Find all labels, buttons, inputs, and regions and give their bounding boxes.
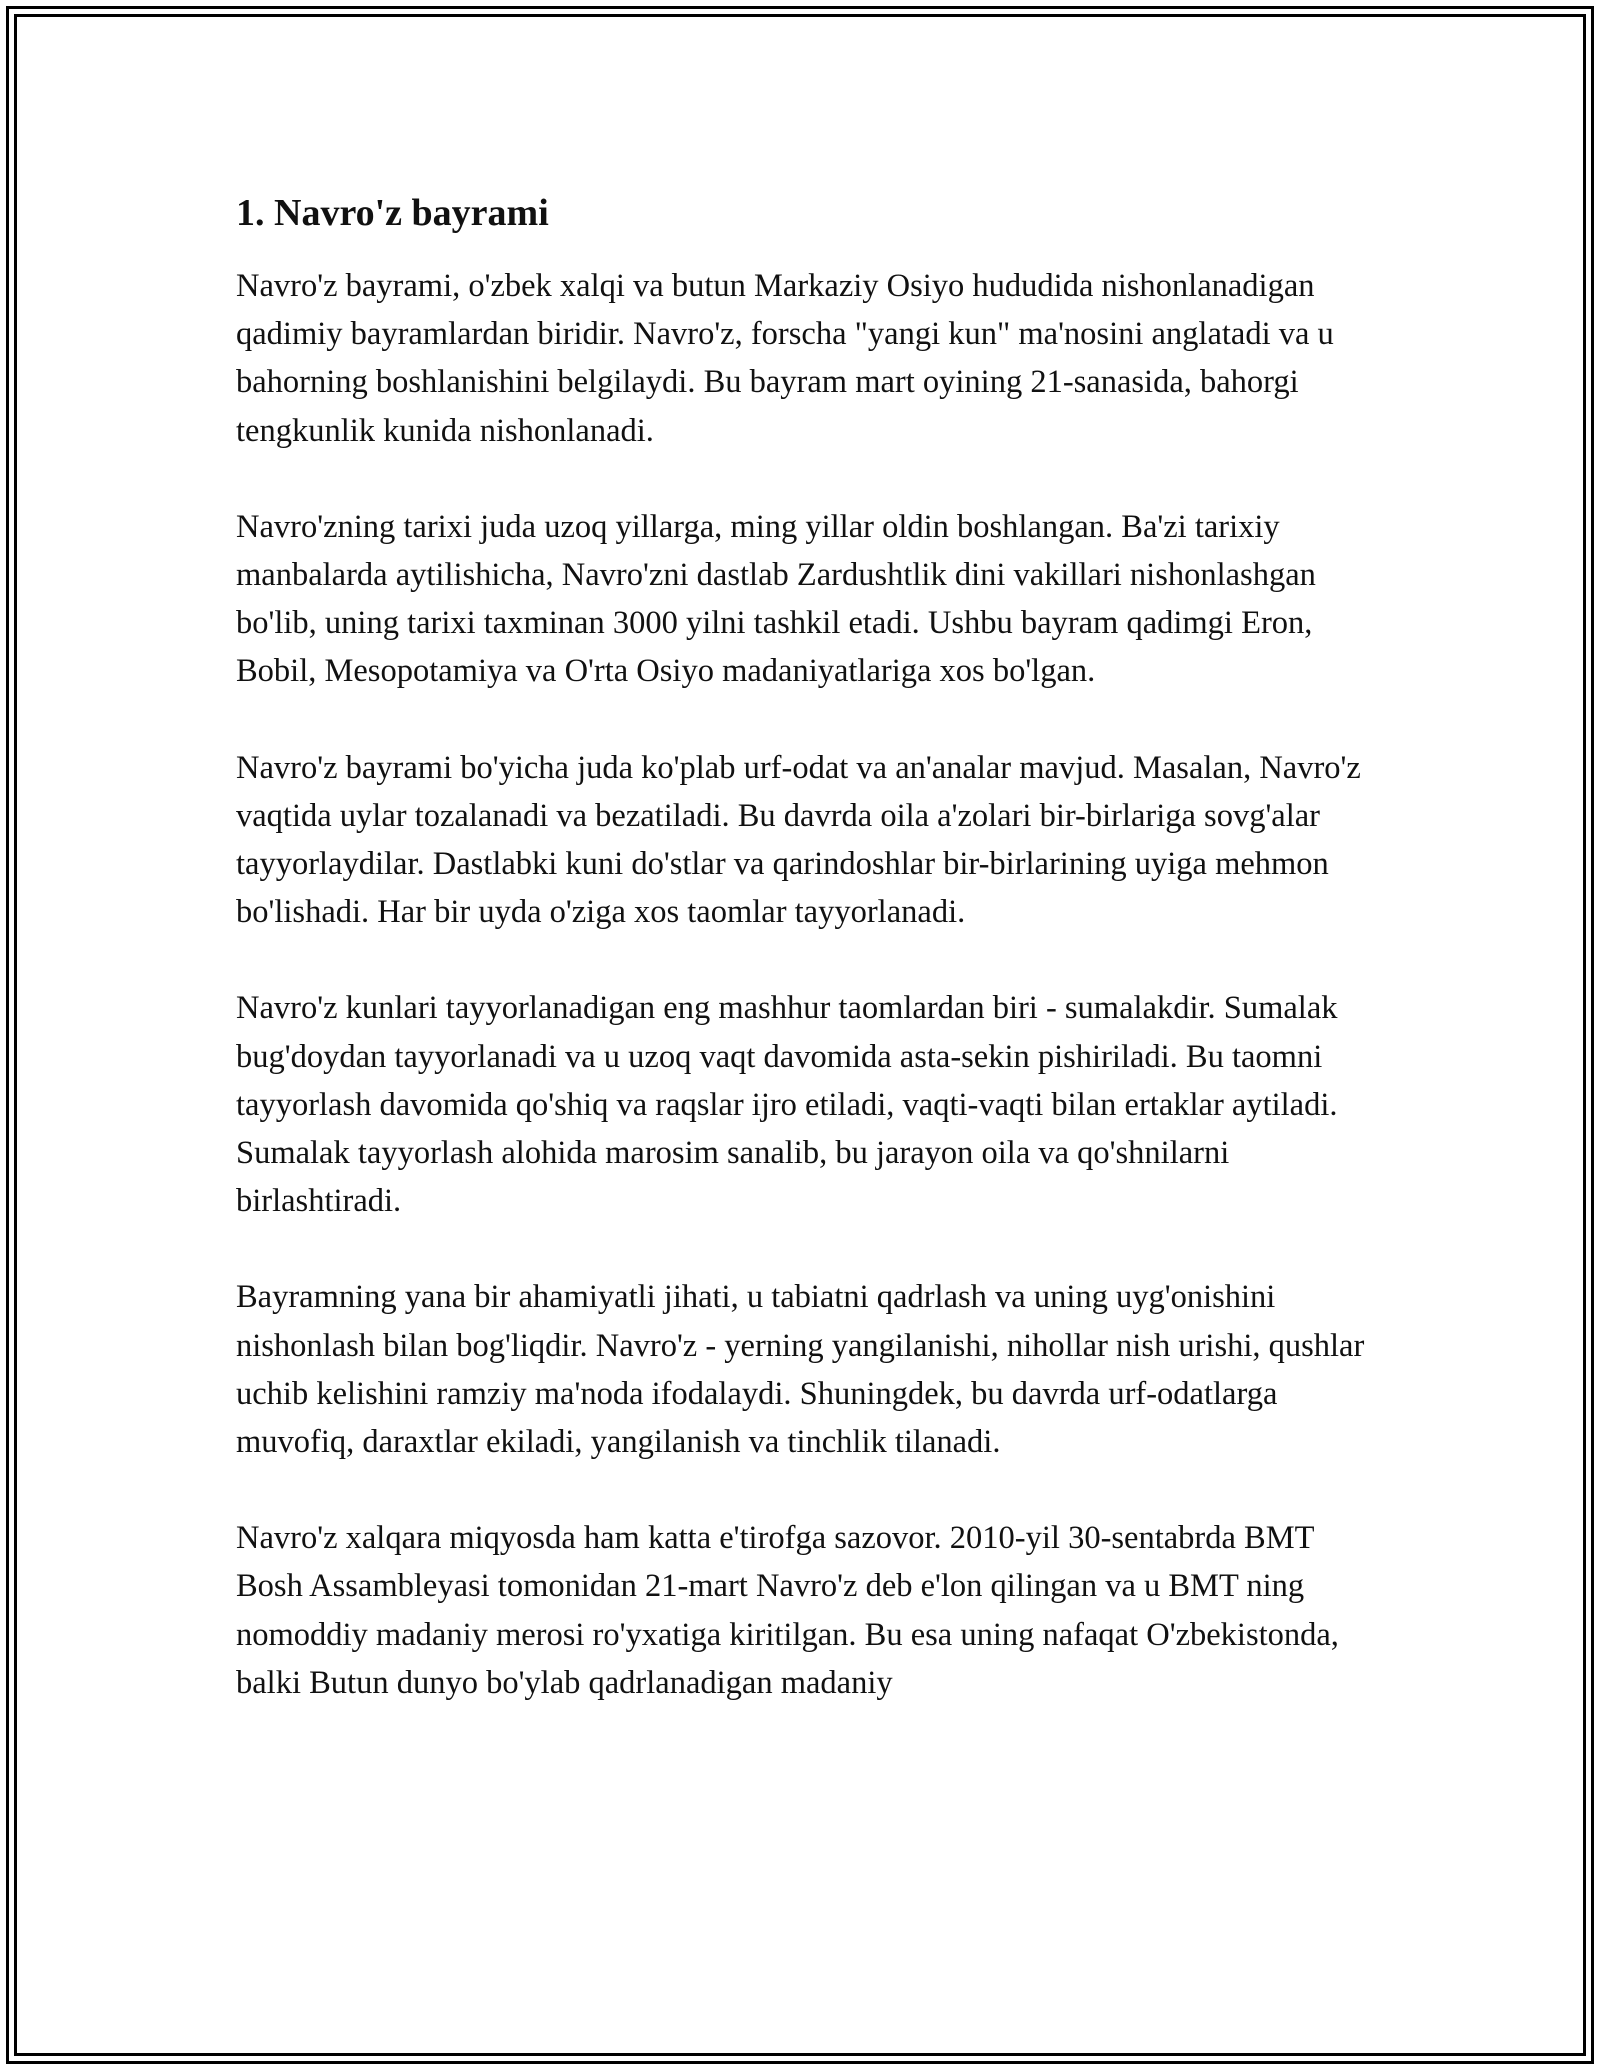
paragraph-history: Navro'zning tarixi juda uzoq yillarga, ming yillar oldin boshlangan. Ba'zi tarixiy manbalarda aytilishicha, Navro'zni dastlab Zardushtlik dini vakillari nishonlashgan bo'lib, uning tarixi taxminan 3000 yilni tashkil etadi. Ushbu bayram qadimgi Eron, Bobil, Mesopotamiya va O'rta Osiyo madaniyatlariga xos bo'lgan. [236,508,1316,690]
paragraph-sumalak: Navro'z kunlari tayyorlanadigan eng mashhur taomlardan biri - sumalakdir. Sumalak bug'doydan tayyorlanadi va u uzoq vaqt davomida asta-sekin pishiriladi. Bu taomni tayyorlash davomida qo'shiq va raqslar ijro etiladi, vaqti-vaqti bilan ertaklar aytiladi. Sumalak tayyorlash alohida marosim sanalib, bu jarayon oila va qo'shnilarni birlashtiradi. [236,990,1338,1220]
paragraph-nature: Bayramning yana bir ahamiyatli jihati, u tabiatni qadrlash va uning uyg'onishini nishonlash bilan bog'liqdir. Navro'z - yerning yangilanishi, nihollar nish urishi, qushlar uchib kelishini ramziy ma'noda ifodalaydi. Shuningdek, bu davrda urf-odatlarga muvofiq, daraxtlar ekiladi, yangilanish va tinchlik tilanadi. [236,1279,1365,1461]
paragraph-intro: Navro'z bayrami, o'zbek xalqi va butun Markaziy Osiyo hududida nishonlanadigan qadimiy bayramlardan biridir. Navro'z, forscha "yangi kun" ma'nosini anglatadi va u bahorning boshlanishini belgilaydi. Bu bayram mart oyining 21-sanasida, bahorgi tengkunlik kunida nishonlanadi. [236,268,1334,449]
document-body [236,186,1376,1755]
section-heading: 1. Navro'z bayrami [236,192,549,234]
paragraph-traditions: Navro'z bayrami bo'yicha juda ko'plab urf-odat va an'analar mavjud. Masalan, Navro'z vaqtida uylar tozalanadi va bezatiladi. Bu davrda oila a'zolari bir-birlariga sovg'alar tayyorlaydilar. Dastlabki kuni do'stlar va qarindoshlar bir-birlarining uyiga mehmon bo'lishadi. Har bir uyda o'ziga xos taomlar tayyorlanadi. [236,749,1361,931]
paragraph-international: Navro'z xalqara miqyosda ham katta e'tirofga sazovor. 2010-yil 30-sentabrda BMT Bosh Assambleyasi tomonidan 21-mart Navro'z deb e'lon qilingan va u BMT ning nomoddiy madaniy merosi ro'yxatiga kiritilgan. Bu esa uning nafaqat O'zbekistonda, balki Butun dunyo bo'ylab qadrlanadigan madaniy [236,1520,1339,1701]
